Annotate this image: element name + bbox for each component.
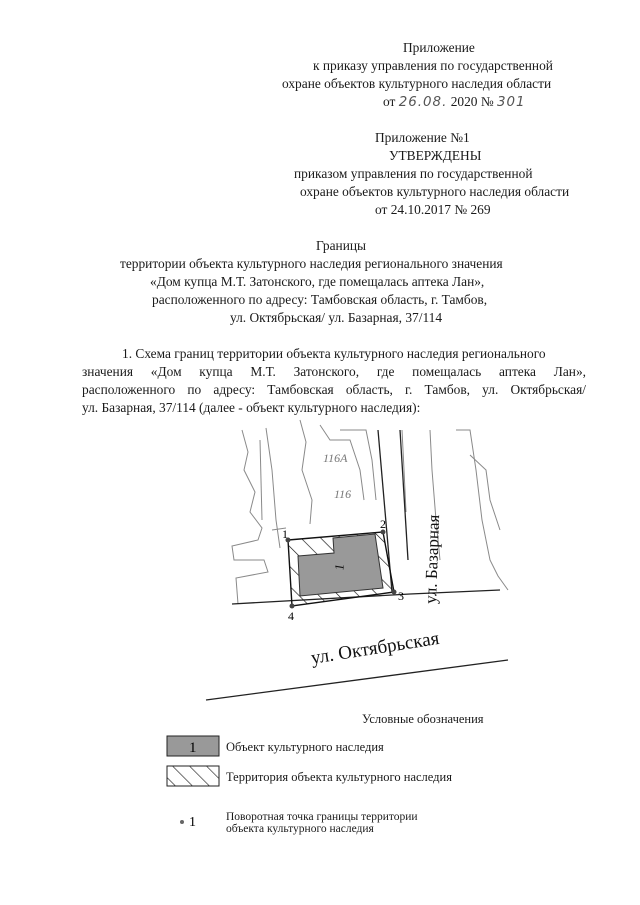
legend-point-label-2: объекта культурного наследия: [226, 823, 374, 835]
header-appendix: Приложение: [403, 40, 475, 55]
approval-approved: УТВЕРЖДЕНЫ: [389, 148, 482, 163]
body-line-4: ул. Базарная, 37/114 (далее - объект культурного наследия):: [82, 400, 421, 415]
legend-title: Условные обозначения: [362, 712, 484, 726]
legend-object-label: Объект культурного наследия: [226, 740, 384, 754]
approval-date: от 24.10.2017 № 269: [375, 202, 491, 217]
house-number-116: 116: [334, 487, 352, 501]
point-label-2: 2: [380, 517, 386, 531]
street-name-bazarnaya: ул. Базарная: [421, 514, 444, 605]
point-label-4: 4: [288, 609, 294, 623]
body-line-2: значения «Дом купца М.Т. Затонского, где помещалась аптека Лан»,: [82, 364, 586, 379]
legend-territory-label: Территория объекта культурного наследия: [226, 770, 452, 784]
legend-point-label-1: Поворотная точка границы территории: [226, 811, 418, 823]
turning-point-4: [290, 604, 295, 609]
legend-object-number: 1: [189, 740, 197, 756]
title-line-2: территории объекта культурного наследия регионального значения: [120, 256, 503, 271]
street-name-oktyabrskaya: ул. Октябрьская: [309, 627, 441, 669]
handwritten-number: 301: [496, 95, 526, 110]
title-line-3: «Дом купца М.Т. Затонского, где помещалась аптека Лан»,: [150, 274, 485, 289]
point-label-3: 3: [398, 589, 404, 603]
object-number: 1: [331, 562, 348, 572]
body-line-1: 1. Схема границ территории объекта культурного наследия регионального: [122, 346, 546, 361]
legend-point-symbol: [180, 820, 184, 824]
approval-order: приказом управления по государственной: [294, 166, 533, 181]
approval-appendix: Приложение №1: [375, 130, 470, 145]
title-line-4: расположенного по адресу: Тамбовская область, г. Тамбов,: [152, 292, 488, 307]
header-agency-line: охране объектов культурного наследия области: [282, 76, 552, 91]
approval-agency: охране объектов культурного наследия области: [300, 184, 570, 199]
house-number-116a: 116А: [323, 451, 348, 465]
legend-territory-swatch: [167, 766, 219, 786]
turning-point-3: [392, 590, 397, 595]
title-line-5: ул. Октябрьская/ ул. Базарная, 37/114: [230, 310, 443, 325]
header-order-line: к приказу управления по государственной: [313, 58, 553, 73]
point-label-1: 1: [282, 527, 288, 541]
date-year: 2020 №: [450, 94, 494, 109]
title-borders: Границы: [316, 238, 367, 253]
date-prefix: от: [383, 94, 396, 109]
handwritten-date: 26.08.: [398, 95, 448, 110]
legend-point-number: 1: [189, 815, 196, 830]
body-line-3: расположенного по адресу: Тамбовская область, г. Тамбов, ул. Октябрьская/: [82, 382, 586, 397]
